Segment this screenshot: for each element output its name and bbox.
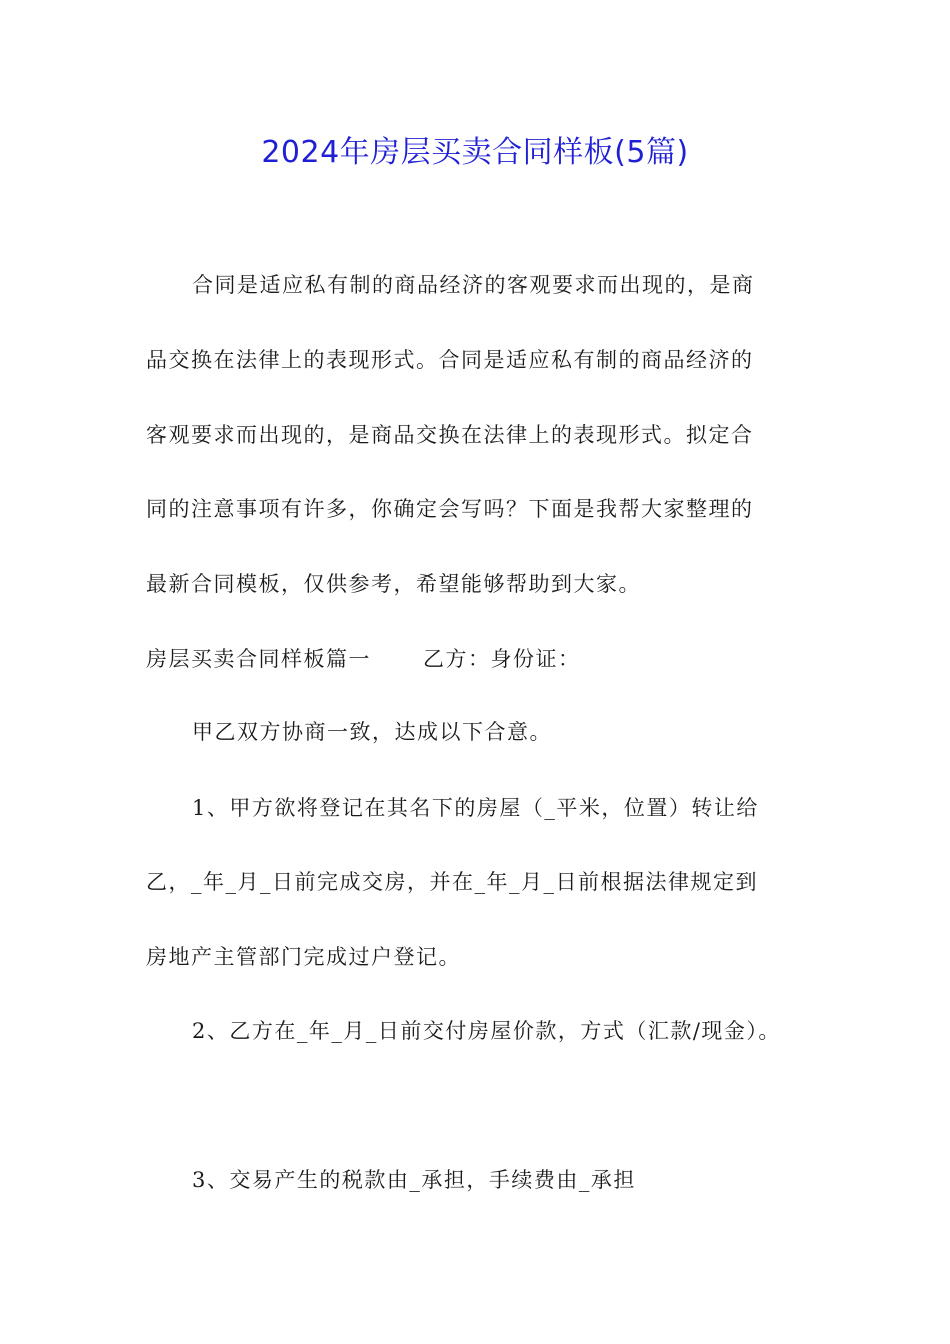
agreement-line: 甲乙双方协商一致，达成以下合意。 <box>192 720 552 744</box>
clause-3-line: 3、交易产生的税款由_承担，手续费由_承担 <box>192 1168 636 1192</box>
document-title: 2024年房层买卖合同样板(5篇) <box>261 135 689 170</box>
intro-line: 客观要求而出现的，是商品交换在法律上的表现形式。拟定合 <box>146 423 754 447</box>
intro-line: 同的注意事项有许多，你确定会写吗？下面是我帮大家整理的 <box>146 497 754 521</box>
section-heading: 房层买卖合同样板篇一 <box>146 647 371 671</box>
section-heading-row <box>146 644 581 674</box>
intro-line: 品交换在法律上的表现形式。合同是适应私有制的商品经济的 <box>146 348 754 372</box>
clause-1-line: 房地产主管部门完成过户登记。 <box>146 945 461 969</box>
section-party: 乙方：身份证： <box>423 647 581 671</box>
clause-1-line: 乙，_年_月_日前完成交房，并在_年_月_日前根据法律规定到 <box>146 870 758 894</box>
intro-line: 最新合同模板，仅供参考，希望能够帮助到大家。 <box>146 572 641 596</box>
clause-1-line: 1、甲方欲将登记在其名下的房屋（_平米，位置）转让给 <box>192 796 759 820</box>
clause-2-line: 2、乙方在_年_月_日前交付房屋价款，方式（汇款/现金）。 <box>192 1019 781 1043</box>
intro-line: 合同是适应私有制的商品经济的客观要求而出现的，是商 <box>192 273 755 297</box>
